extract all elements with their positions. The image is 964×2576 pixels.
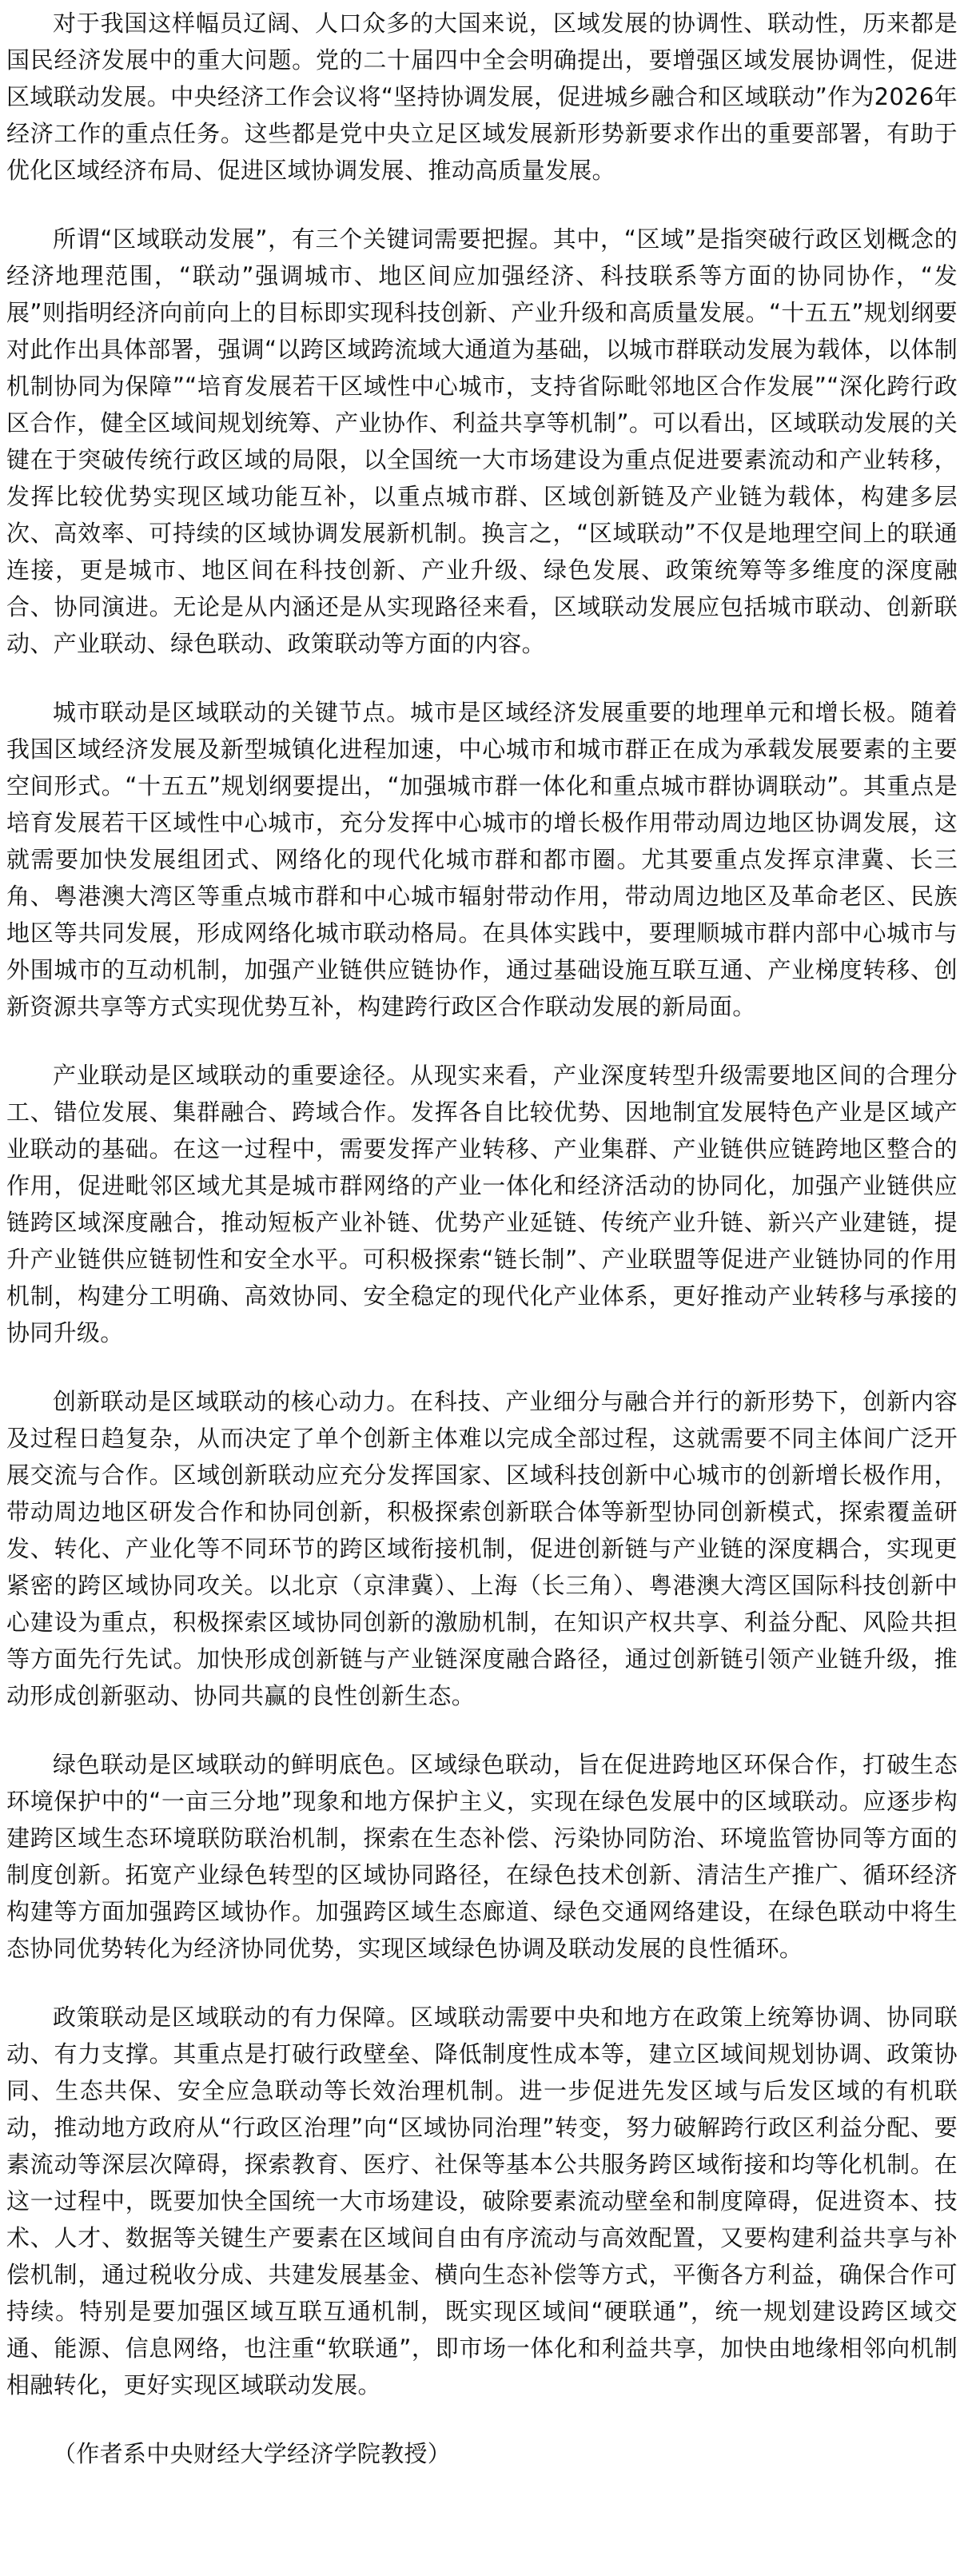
paragraph-definition: 所谓“区域联动发展”，有三个关键词需要把握。其中，“区域”是指突破行政区划概念的经济地理范围，“联动”强调城市、地区间应加强经济、科技联系等方面的协同协作，“发展”则指明经济向前向上的目标即实现科技创新、产业升级和高质量发展。“十五五”规划纲要对此作出具体部署，强调“以跨区域跨流域大通道为基础，以城市群联动发展为载体，以体制机制协同为保障”“培育发展若干区域性中心城市，支持省际毗邻地区合作发展”“深化跨行政区合作，健全区域间规划统筹、产业协作、利益共享等机制”。可以看出，区域联动发展的关键在于突破传统行政区域的局限，以全国统一大市场建设为重点促进要素流动和产业转移，发挥比较优势实现区域功能互补，以重点城市群、区域创新链及产业链为载体，构建多层次、高效率、可持续的区域协调发展新机制。换言之，“区域联动”不仅是地理空间上的联通连接，更是城市、地区间在科技创新、产业升级、绿色发展、政策统筹等多维度的深度融合、协同演进。无论是从内涵还是从实现路径来看，区域联动发展应包括城市联动、创新联动、产业联动、绿色联动、政策联动等方面的内容。: [6, 225, 958, 657]
paragraph-intro: 对于我国这样幅员辽阔、人口众多的大国来说，区域发展的协调性、联动性，历来都是国民经济发展中的重大问题。党的二十届四中全会明确提出，要增强区域发展协调性，促进区域联动发展。中央经济工作会议将“坚持协调发展，促进城乡融合和区域联动”作为2026年经济工作的重点任务。这些都是党中央立足区域发展新形势新要求作出的重要部署，有助于优化区域经济布局、促进区域协调发展、推动高质量发展。: [6, 10, 958, 184]
paragraph-city-linkage: 城市联动是区域联动的关键节点。城市是区域经济发展重要的地理单元和增长极。随着我国区域经济发展及新型城镇化进程加速，中心城市和城市群正在成为承载发展要素的主要空间形式。“十五五”规划纲要提出，“加强城市群一体化和重点城市群协调联动”。其重点是培育发展若干区域性中心城市，充分发挥中心城市的增长极作用带动周边地区协调发展，这就需要加快发展组团式、网络化的现代化城市群和都市圈。尤其要重点发挥京津冀、长三角、粤港澳大湾区等重点城市群和中心城市辐射带动作用，带动周边地区及革命老区、民族地区等共同发展，形成网络化城市联动格局。在具体实践中，要理顺城市群内部中心城市与外围城市的互动机制，加强产业链供应链协作，通过基础设施互联互通、产业梯度转移、创新资源共享等方式实现优势互补，构建跨行政区合作联动发展的新局面。: [6, 699, 958, 1020]
paragraph-innovation-linkage: 创新联动是区域联动的核心动力。在科技、产业细分与融合并行的新形势下，创新内容及过程日趋复杂，从而决定了单个创新主体难以完成全部过程，这就需要不同主体间广泛开展交流与合作。区域创新联动应充分发挥国家、区域科技创新中心城市的创新增长极作用，带动周边地区研发合作和协同创新，积极探索创新联合体等新型协同创新模式，探索覆盖研发、转化、产业化等不同环节的跨区域衔接机制，促进创新链与产业链的深度耦合，实现更紧密的跨区域协同攻关。以北京（京津冀）、上海（长三角）、粤港澳大湾区国际科技创新中心建设为重点，积极探索区域协同创新的激励机制，在知识产权共享、利益分配、风险共担等方面先行先试。加快形成创新链与产业链深度融合路径，通过创新链引领产业链升级，推动形成创新驱动、协同共赢的良性创新生态。: [6, 1388, 958, 1709]
paragraph-industry-linkage: 产业联动是区域联动的重要途径。从现实来看，产业深度转型升级需要地区间的合理分工、错位发展、集群融合、跨域合作。发挥各自比较优势、因地制宜发展特色产业是区域产业联动的基础。在这一过程中，需要发挥产业转移、产业集群、产业链供应链跨地区整合的作用，促进毗邻区域尤其是城市群网络的产业一体化和经济活动的协同化，加强产业链供应链跨区域深度融合，推动短板产业补链、优势产业延链、传统产业升链、新兴产业建链，提升产业链供应链韧性和安全水平。可积极探索“链长制”、产业联盟等促进产业链协同的作用机制，构建分工明确、高效协同、安全稳定的现代化产业体系，更好推动产业转移与承接的协同升级。: [6, 1062, 958, 1346]
paragraph-green-linkage: 绿色联动是区域联动的鲜明底色。区域绿色联动，旨在促进跨地区环保合作，打破生态环境保护中的“一亩三分地”现象和地方保护主义，实现在绿色发展中的区域联动。应逐步构建跨区域生态环境联防联治机制，探索在生态补偿、污染协同防治、环境监管协同等方面的制度创新。拓宽产业绿色转型的区域协同路径，在绿色技术创新、清洁生产推广、循环经济构建等方面加强跨区域协作。加强跨区域生态廊道、绿色交通网络建设，在绿色联动中将生态协同优势转化为经济协同优势，实现区域绿色协调及联动发展的良性循环。: [6, 1751, 958, 1962]
author-byline: （作者系中央财经大学经济学院教授）: [53, 2440, 452, 2467]
paragraph-policy-linkage: 政策联动是区域联动的有力保障。区域联动需要中央和地方在政策上统筹协调、协同联动、有力支撑。其重点是打破行政壁垒、降低制度性成本等，建立区域间规划协调、政策协同、生态共保、安全应急联动等长效治理机制。进一步促进先发区域与后发区域的有机联动，推动地方政府从“行政区治理”向“区域协同治理”转变，努力破解跨行政区利益分配、要素流动等深层次障碍，探索教育、医疗、社保等基本公共服务跨区域衔接和均等化机制。在这一过程中，既要加快全国统一大市场建设，破除要素流动壁垒和制度障碍，促进资本、技术、人才、数据等关键生产要素在区域间自由有序流动与高效配置，又要构建利益共享与补偿机制，通过税收分成、共建发展基金、横向生态补偿等方式，平衡各方利益，确保合作可持续。特别是要加强区域互联互通机制，既实现区域间“硬联通”，统一规划建设跨区域交通、能源、信息网络，也注重“软联通”，即市场一体化和利益共享，加快由地缘相邻向机制相融转化，更好实现区域联动发展。: [6, 2004, 958, 2399]
